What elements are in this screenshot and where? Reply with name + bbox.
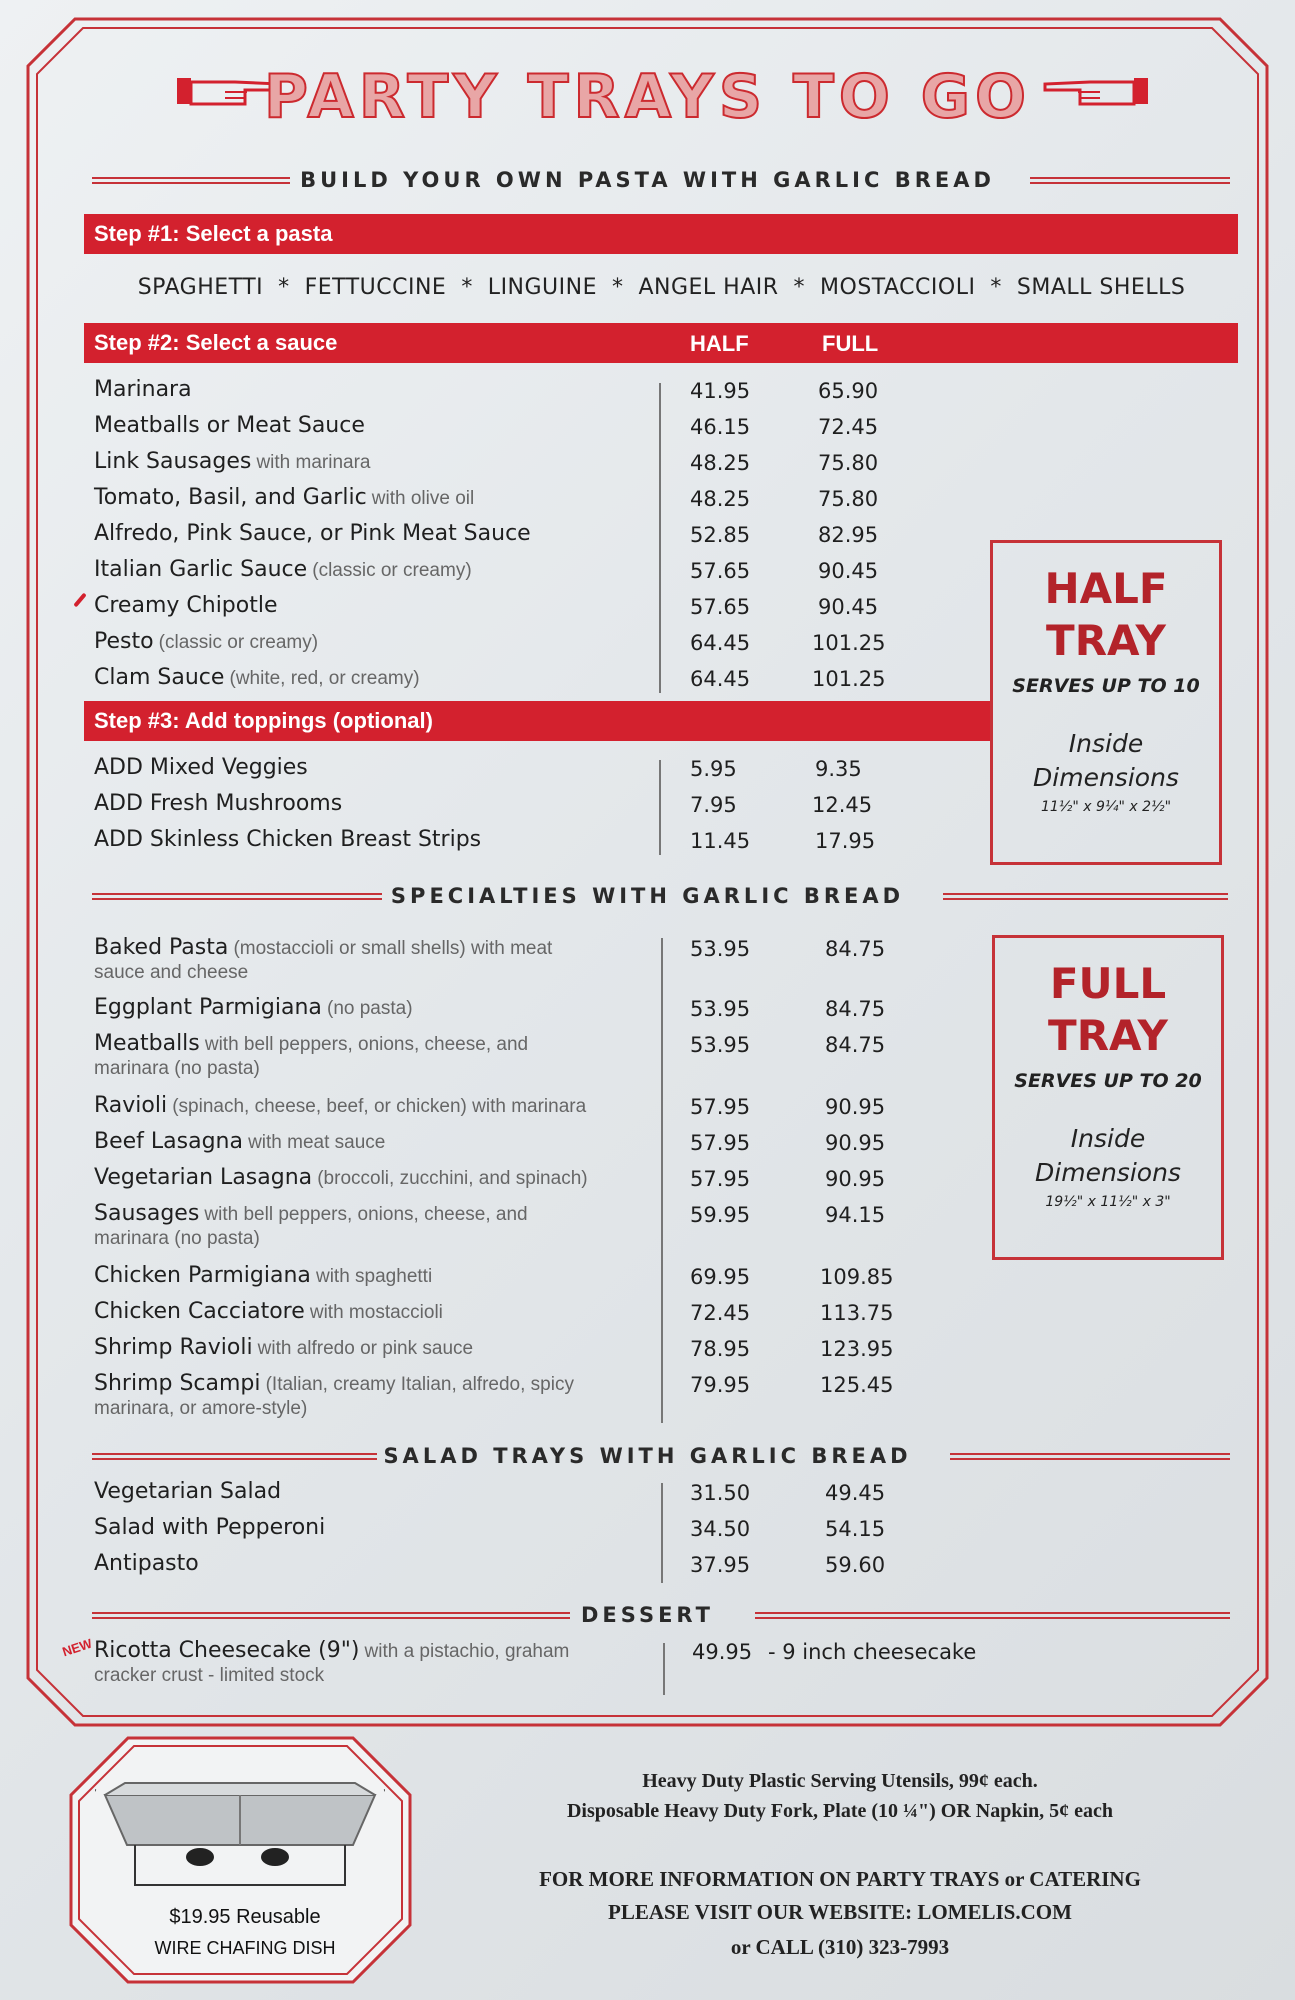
price-half: 53.95 bbox=[690, 997, 751, 1021]
divider-line bbox=[755, 1612, 1230, 1619]
price-full: 123.95 bbox=[820, 1337, 894, 1361]
price-full: 84.75 bbox=[825, 1033, 886, 1057]
half-tray-box bbox=[990, 540, 1222, 865]
list-item: Clam Sauce (white, red, or creamy) bbox=[94, 665, 420, 690]
chafing-dish-image bbox=[95, 1775, 385, 1890]
price-half: 31.50 bbox=[690, 1481, 751, 1505]
info-line2: PLEASE VISIT OUR WEBSITE: LOMELIS.COM bbox=[608, 1900, 1072, 1924]
step3-bar bbox=[84, 701, 992, 741]
step1-label: Step #1: Select a pasta bbox=[94, 221, 333, 246]
price-half: 64.45 bbox=[690, 631, 751, 655]
price-full: 101.25 bbox=[812, 631, 886, 655]
full-tray-dims-label: Inside Dimensions bbox=[1035, 1124, 1181, 1187]
section-subtitle: BUILD YOUR OWN PASTA WITH GARLIC BREAD bbox=[300, 168, 995, 192]
step3-label: Step #3: Add toppings (optional) bbox=[94, 708, 433, 733]
pointing-hand-right-icon bbox=[1040, 70, 1150, 114]
price-full: 49.45 bbox=[825, 1481, 886, 1505]
full-tray-title2: TRAY bbox=[1048, 1011, 1168, 1060]
price-half: 78.95 bbox=[690, 1337, 751, 1361]
half-tray-title: HALF bbox=[1044, 564, 1168, 613]
column-divider bbox=[661, 938, 663, 1423]
info-line1: FOR MORE INFORMATION ON PARTY TRAYS or CATERING bbox=[539, 1867, 1141, 1891]
price-full: 101.25 bbox=[812, 667, 886, 691]
price-half: 52.85 bbox=[690, 523, 751, 547]
col-full-header: FULL bbox=[822, 331, 879, 356]
price-half: 48.25 bbox=[690, 451, 751, 475]
list-item: Chicken Parmigiana with spaghetti bbox=[94, 1263, 433, 1288]
price-full: 94.15 bbox=[825, 1203, 886, 1227]
price-full: 54.15 bbox=[825, 1517, 886, 1541]
price-full: 75.80 bbox=[818, 487, 879, 511]
price-full: 90.95 bbox=[825, 1095, 886, 1119]
list-item: Creamy Chipotle bbox=[94, 593, 278, 618]
price-half: 41.95 bbox=[690, 379, 751, 403]
full-tray-title: FULL bbox=[1049, 959, 1167, 1008]
utensils-note: Heavy Duty Plastic Serving Utensils, 99¢ each. bbox=[642, 1770, 1038, 1792]
section-heading-specialties: SPECIALTIES WITH GARLIC BREAD bbox=[390, 884, 905, 908]
price-full: 12.45 bbox=[812, 793, 873, 817]
list-item: Shrimp Scampi (Italian, creamy Italian, alfredo, spicy marinara, or amore-style) bbox=[94, 1371, 574, 1419]
section-heading-dessert: DESSERT bbox=[581, 1603, 714, 1627]
price-full: 125.45 bbox=[820, 1373, 894, 1397]
info-line3: or CALL (310) 323-7993 bbox=[730, 1935, 950, 1959]
list-item: Vegetarian Salad bbox=[94, 1479, 282, 1504]
price-half: 48.25 bbox=[690, 487, 751, 511]
chafing-dish-price: $19.95 Reusable bbox=[169, 1906, 321, 1928]
price-half: 37.95 bbox=[690, 1553, 751, 1577]
column-divider bbox=[661, 1483, 663, 1583]
price-half: 59.95 bbox=[690, 1203, 751, 1227]
price-half: 34.50 bbox=[690, 1517, 751, 1541]
price-half: 64.45 bbox=[690, 667, 751, 691]
full-tray-dims: 19½" x 11½" x 3" bbox=[1045, 1194, 1171, 1210]
list-item: Meatballs with bell peppers, onions, cheese, and marinara (no pasta) bbox=[94, 1031, 529, 1079]
half-tray-title2: TRAY bbox=[1046, 616, 1166, 665]
price-full: 82.95 bbox=[818, 523, 879, 547]
list-item: Chicken Cacciatore with mostaccioli bbox=[94, 1299, 443, 1324]
disposable-note: Disposable Heavy Duty Fork, Plate (10 ¼") OR Napkin, 5¢ each bbox=[566, 1800, 1114, 1822]
list-item: Ravioli (spinach, cheese, beef, or chicken) with marinara bbox=[94, 1093, 587, 1118]
half-tray-dims: 11½" x 9¼" x 2½" bbox=[1040, 799, 1172, 815]
price-half: 72.45 bbox=[690, 1301, 751, 1325]
price-half: 79.95 bbox=[690, 1373, 751, 1397]
list-item: Meatballs or Meat Sauce bbox=[94, 413, 365, 438]
price-full: 84.75 bbox=[825, 937, 886, 961]
list-item: Ricotta Cheesecake (9") with a pistachio, graham cracker crust - limited stock bbox=[94, 1638, 570, 1686]
list-item: Vegetarian Lasagna (broccoli, zucchini, and spinach) bbox=[94, 1165, 588, 1190]
price-half: 57.95 bbox=[690, 1167, 751, 1191]
pasta-options: SPAGHETTI * FETTUCCINE * LINGUINE * ANGEL HAIR * MOSTACCIOLI * SMALL SHELLS bbox=[137, 275, 1186, 300]
new-badge: NEW bbox=[60, 1635, 94, 1660]
price-full: 109.85 bbox=[820, 1265, 894, 1289]
chafing-dish-name: WIRE CHAFING DISH bbox=[154, 1938, 336, 1958]
section-heading-salads: SALAD TRAYS WITH GARLIC BREAD bbox=[383, 1444, 912, 1468]
menu-frame bbox=[25, 16, 1270, 1728]
price-full: 84.75 bbox=[825, 997, 886, 1021]
price-half: 57.65 bbox=[690, 595, 751, 619]
price-full: 113.75 bbox=[820, 1301, 894, 1325]
price-full: 90.95 bbox=[825, 1167, 886, 1191]
price-full: 65.90 bbox=[818, 379, 879, 403]
price-full: 72.45 bbox=[818, 415, 879, 439]
price-full: 75.80 bbox=[818, 451, 879, 475]
price-half: 69.95 bbox=[690, 1265, 751, 1289]
price-half: 53.95 bbox=[690, 1033, 751, 1057]
list-item: Marinara bbox=[94, 377, 192, 402]
price-full: 90.45 bbox=[818, 559, 879, 583]
full-tray-serves: SERVES UP TO 20 bbox=[1014, 1070, 1202, 1092]
price-half: 53.95 bbox=[690, 937, 751, 961]
column-divider bbox=[659, 760, 661, 855]
half-tray-dims-label: Inside Dimensions bbox=[1033, 729, 1179, 792]
price-half: 57.95 bbox=[690, 1095, 751, 1119]
price-half: 7.95 bbox=[690, 793, 737, 817]
list-item: Beef Lasagna with meat sauce bbox=[94, 1129, 386, 1154]
dessert-size: - 9 inch cheesecake bbox=[768, 1640, 977, 1664]
price-half: 11.45 bbox=[690, 829, 751, 853]
list-item: Tomato, Basil, and Garlic with olive oil bbox=[94, 485, 475, 510]
list-item: Link Sausages with marinara bbox=[94, 449, 371, 474]
price-full: 90.45 bbox=[818, 595, 879, 619]
list-item: Alfredo, Pink Sauce, or Pink Meat Sauce bbox=[94, 521, 531, 546]
list-item: ADD Fresh Mushrooms bbox=[94, 791, 343, 816]
price-half: 57.65 bbox=[690, 559, 751, 583]
price-full: 90.95 bbox=[825, 1131, 886, 1155]
divider-line bbox=[950, 1453, 1230, 1460]
price-full: 17.95 bbox=[815, 829, 876, 853]
divider-line bbox=[943, 893, 1228, 900]
list-item: Baked Pasta (mostaccioli or small shells) with meat sauce and cheese bbox=[94, 935, 553, 983]
half-tray-serves: SERVES UP TO 10 bbox=[1012, 675, 1200, 697]
step2-label: Step #2: Select a sauce bbox=[94, 330, 338, 355]
full-tray-box bbox=[992, 935, 1224, 1260]
list-item: Sausages with bell peppers, onions, cheese, and marinara (no pasta) bbox=[94, 1201, 528, 1249]
col-half-header: HALF bbox=[690, 331, 749, 356]
price-half: 57.95 bbox=[690, 1131, 751, 1155]
list-item: Italian Garlic Sauce (classic or creamy) bbox=[94, 557, 472, 582]
list-item: Antipasto bbox=[94, 1551, 199, 1576]
step1-bar bbox=[84, 214, 1238, 254]
price-full: 59.60 bbox=[825, 1553, 886, 1577]
step2-bar bbox=[84, 323, 1238, 363]
list-item: Eggplant Parmigiana (no pasta) bbox=[94, 995, 413, 1020]
list-item: Pesto (classic or creamy) bbox=[94, 629, 319, 654]
price-half: 46.15 bbox=[690, 415, 751, 439]
list-item: Shrimp Ravioli with alfredo or pink sauce bbox=[94, 1335, 474, 1360]
column-divider bbox=[659, 383, 661, 693]
list-item: Salad with Pepperoni bbox=[94, 1515, 326, 1540]
list-item: ADD Skinless Chicken Breast Strips bbox=[94, 827, 482, 852]
price-half: 5.95 bbox=[690, 757, 737, 781]
column-divider bbox=[663, 1643, 665, 1695]
list-item: ADD Mixed Veggies bbox=[94, 755, 308, 780]
price-dessert: 49.95 bbox=[692, 1640, 753, 1664]
page-title: PARTY TRAYS TO GO bbox=[263, 62, 1032, 132]
price-full: 9.35 bbox=[815, 757, 862, 781]
divider-line bbox=[1030, 177, 1230, 184]
